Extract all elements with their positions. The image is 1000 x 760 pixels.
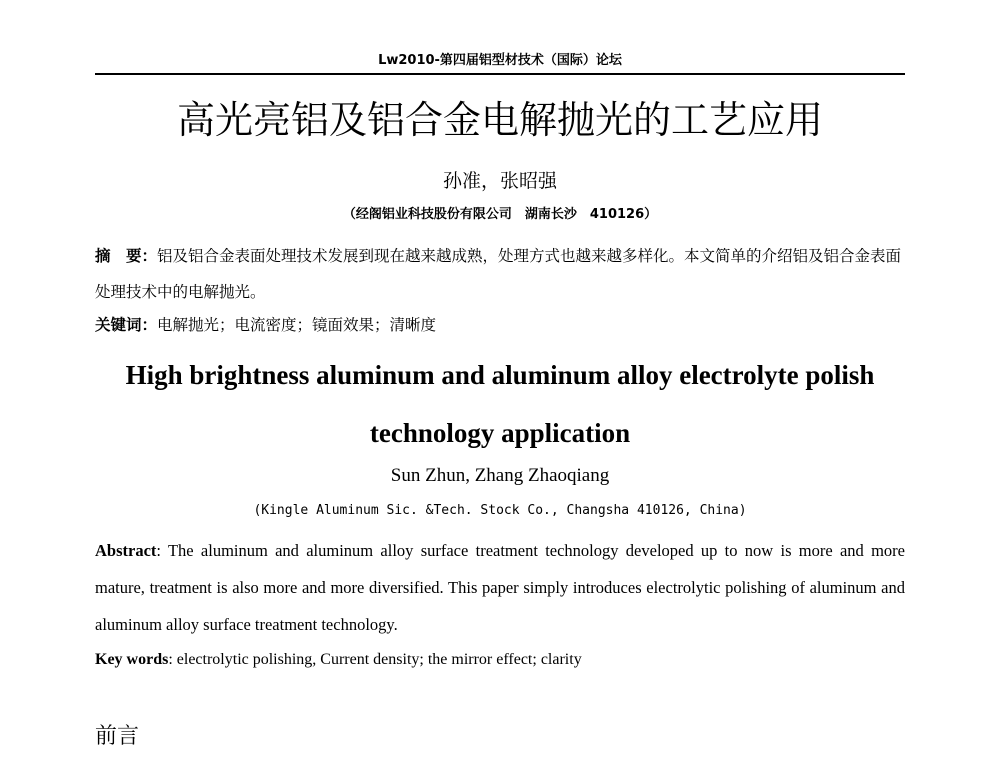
english-title-line-2: technology application — [369, 418, 631, 448]
chinese-abstract — [95, 238, 910, 310]
english-keywords — [95, 648, 905, 672]
english-abstract-text: : The aluminum and aluminum alloy surface treatment technology developed up to now is more and more mature, treatment is also more and more diversified. This paper simply introduces electrolytic polishing of aluminum and aluminum alloy surface treatment technology. — [95, 541, 905, 634]
english-keywords-label: Key words — [95, 651, 169, 668]
chinese-title: 高光亮铝及铝合金电解抛光的工艺应用 — [176, 98, 823, 142]
chinese-keywords — [95, 312, 905, 338]
header-rule — [95, 73, 905, 75]
chinese-abstract-label: 摘 要： — [95, 247, 158, 265]
chinese-affiliation: （经阁铝业科技股份有限公司 湖南长沙 410126） — [342, 207, 658, 222]
chinese-authors: 孙准，张昭强 — [442, 170, 557, 192]
english-abstract-label: Abstract — [95, 541, 157, 560]
chinese-keywords-label: 关键词： — [95, 316, 158, 334]
english-abstract — [95, 532, 905, 643]
running-header: Lw2010-第四届铝型材技术（国际）论坛 — [378, 53, 622, 68]
english-authors: Sun Zhun, Zhang Zhaoqiang — [390, 465, 610, 486]
section-heading-preface: 前言 — [95, 724, 140, 749]
chinese-keywords-text: 电解抛光；电流密度；镜面效果；清晰度 — [157, 316, 437, 334]
english-keywords-text: : electrolytic polishing, Current density; the mirror effect; clarity — [168, 651, 582, 668]
english-title — [95, 346, 905, 462]
english-affiliation: (Kingle Aluminum Sic. &Tech. Stock Co., Changsha 410126, China) — [253, 503, 747, 518]
english-title-line-1: High brightness aluminum and aluminum alloy electrolyte polish — [125, 360, 875, 390]
chinese-abstract-text: 铝及铝合金表面处理技术发展到现在越来越成熟，处理方式也越来越多样化。本文简单的介绍铝及铝合金表面处理技术中的电解抛光。 — [95, 247, 902, 301]
